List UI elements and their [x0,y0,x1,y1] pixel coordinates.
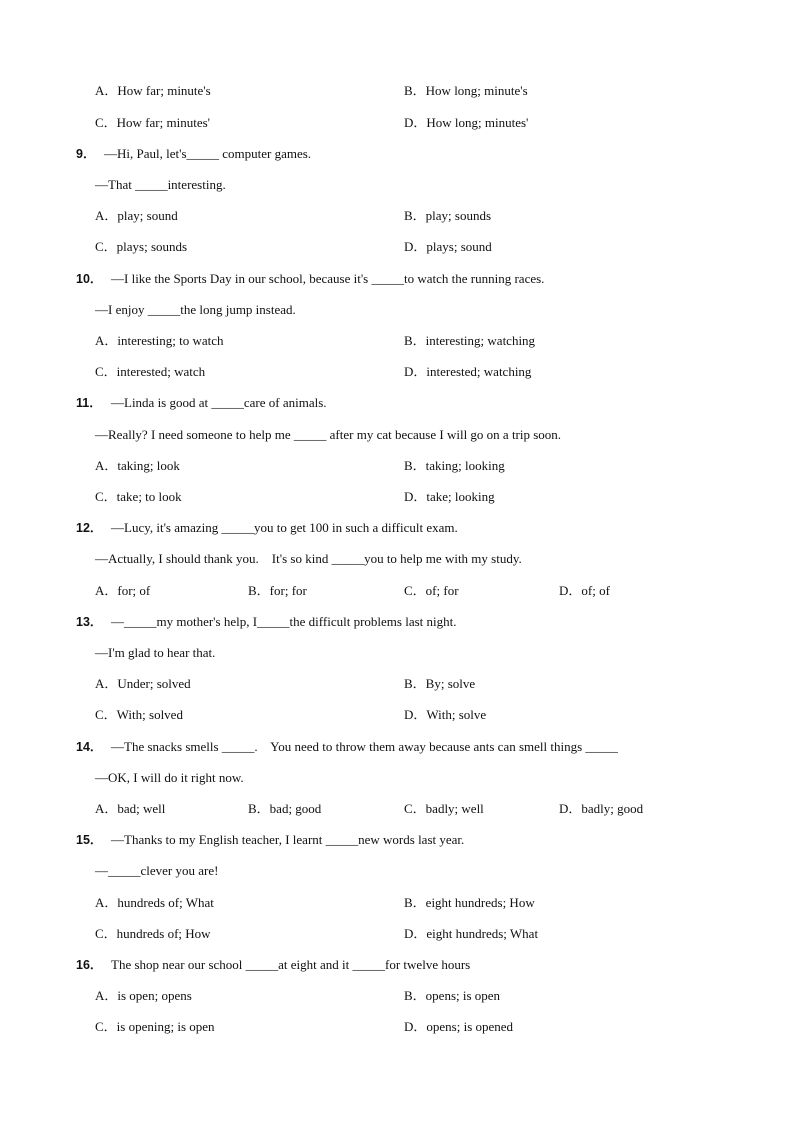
q11-line-1: —Linda is good at _____care of animals. [111,395,327,410]
q8-option-a[interactable]: A．How far; minute's [95,83,211,98]
q10-option-a[interactable]: A．interesting; to watch [95,333,224,348]
q10-option-b[interactable]: B．interesting; watching [404,333,536,348]
q12-line-2: —Actually, I should thank you. It's so kind _____you to help me with my study. [95,551,522,566]
q12-line-1: —Lucy, it's amazing _____you to get 100 in such a difficult exam. [111,520,458,535]
q15-number: 15． [76,833,103,847]
q11-option-d[interactable]: D．take; looking [404,489,495,504]
q13-line-1: —_____my mother's help, I_____the difficult problems last night. [111,614,457,629]
q13-option-a[interactable]: A．Under; solved [95,676,191,691]
q10-option-d[interactable]: D．interested; watching [404,364,532,379]
q11-option-a[interactable]: A．taking; look [95,458,180,473]
q14-option-b[interactable]: B．bad; good [248,801,322,816]
q12-number: 12． [76,521,103,535]
q12-option-a[interactable]: A．for; of [95,583,151,598]
q13-option-c[interactable]: C．With; solved [95,707,183,722]
q9-option-c[interactable]: C．plays; sounds [95,239,188,254]
q14-option-d[interactable]: D．badly; good [559,801,644,816]
q9-line-2: —That _____interesting. [95,177,226,192]
q13-line-2: —I'm glad to hear that. [95,645,216,660]
q9-option-a[interactable]: A．play; sound [95,208,178,223]
q15-option-d[interactable]: D．eight hundreds; What [404,926,539,941]
q14-line-1: —The snacks smells _____. You need to throw them away because ants can smell things _____ [111,739,618,754]
q11-number: 11． [76,396,102,410]
q16-option-c[interactable]: C．is opening; is open [95,1019,215,1034]
q14-line-2: —OK, I will do it right now. [95,770,244,785]
q15-option-c[interactable]: C．hundreds of; How [95,926,211,941]
q9-option-b[interactable]: B．play; sounds [404,208,492,223]
q9-number: 9． [76,147,96,161]
q15-line-2: —_____clever you are! [95,863,219,878]
q15-line-1: —Thanks to my English teacher, I learnt _____new words last year. [111,832,465,847]
q12-option-c[interactable]: C．of; for [404,583,459,598]
q15-option-b[interactable]: B．eight hundreds; How [404,895,535,910]
q16-number: 16． [76,958,103,972]
q16-line-1: The shop near our school _____at eight and it _____for twelve hours [111,957,471,972]
q11-option-c[interactable]: C．take; to look [95,489,182,504]
q8-option-d[interactable]: D．How long; minutes' [404,115,529,130]
q16-option-d[interactable]: D．opens; is opened [404,1019,514,1034]
q10-option-c[interactable]: C．interested; watch [95,364,206,379]
q12-option-b[interactable]: B．for; for [248,583,307,598]
q12-option-d[interactable]: D．of; of [559,583,610,598]
q13-option-d[interactable]: D．With; solve [404,707,487,722]
q14-option-c[interactable]: C．badly; well [404,801,484,816]
q16-option-b[interactable]: B．opens; is open [404,988,501,1003]
q11-line-2: —Really? I need someone to help me _____ after my cat because I will go on a trip soon. [95,427,562,442]
q9-line-1: —Hi, Paul, let's_____ computer games. [104,146,312,161]
q14-number: 14． [76,740,103,754]
q10-line-1: —I like the Sports Day in our school, because it's _____to watch the running races. [111,271,545,286]
q8-option-b[interactable]: B．How long; minute's [404,83,528,98]
q10-line-2: —I enjoy _____the long jump instead. [95,302,296,317]
q13-number: 13． [76,615,103,629]
q10-number: 10． [76,272,103,286]
q11-option-b[interactable]: B．taking; looking [404,458,505,473]
q8-option-c[interactable]: C．How far; minutes' [95,115,210,130]
q9-option-d[interactable]: D．plays; sound [404,239,492,254]
q15-option-a[interactable]: A．hundreds of; What [95,895,214,910]
q14-option-a[interactable]: A．bad; well [95,801,166,816]
q13-option-b[interactable]: B．By; solve [404,676,476,691]
q16-option-a[interactable]: A．is open; opens [95,988,192,1003]
